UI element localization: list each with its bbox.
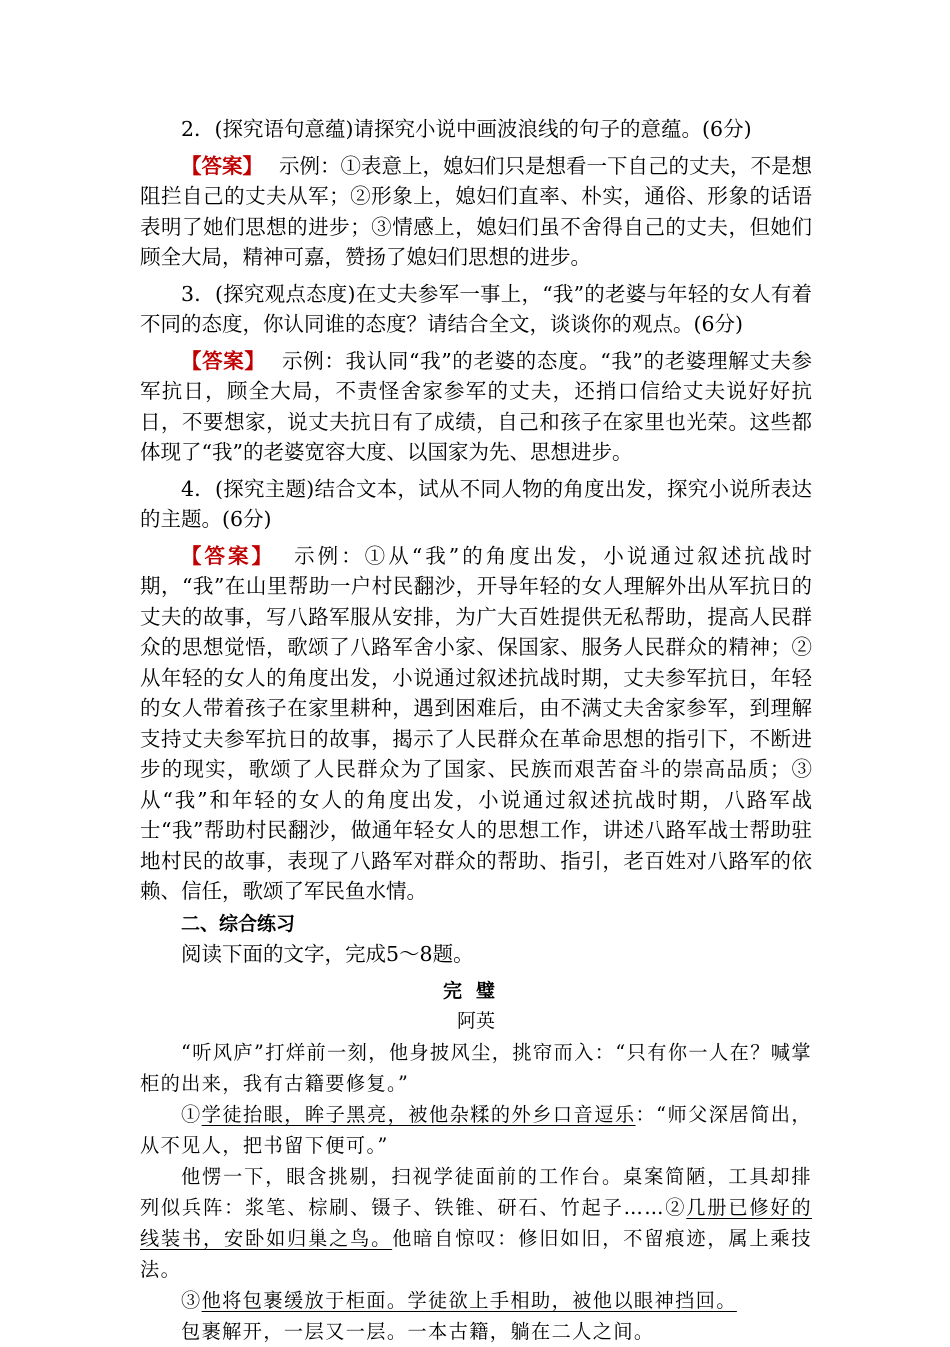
story-body	[140, 1037, 812, 1347]
story-title: 完璧	[442, 979, 509, 1002]
story-paragraph	[140, 1099, 812, 1161]
marker-number: ③	[181, 1288, 202, 1312]
question-2: 2．(探究语句意蕴)请探究小说中画波浪线的句子的意蕴。(6分)	[181, 117, 752, 141]
answer-tag: 【答案】	[181, 348, 266, 373]
question-3: 3．(探究观点态度)在丈夫参军一事上，“我”的老婆与年轻的女人有着不同的态度，你认同谁的态度？请结合全文，谈谈你的观点。(6分)	[140, 281, 812, 336]
section-instruction: 阅读下面的文字，完成5～8题。	[181, 942, 474, 966]
answer-text: 示例：我认同“我”的老婆的态度。“我”的老婆理解丈夫参军抗日，顾全大局，不责怪舍家参军的丈夫，还捎口信给丈夫说好好抗日，不要想家，说丈夫抗日有了成绩，自己和孩子在家里也光荣。这些都体现了“我”的老婆宽容大度、以国家为先、思想进步。	[140, 348, 813, 464]
story-paragraph: “听风庐”打烊前一刻，他身披风尘，挑帘而入：“只有你一人在？喊掌柜的出来，我有古籍要修复。”	[140, 1040, 812, 1095]
marker-number: ②	[664, 1195, 687, 1219]
marker-number: ①	[181, 1102, 202, 1126]
underlined-sentence: 学徒抬眼，眸子黑亮，被他杂糅的外乡口音逗乐	[201, 1102, 636, 1126]
paragraph-text: 他愣一下，眼含挑剔，扫视学徒面前的工作台。桌案简陋，工具却排列似兵阵：浆笔、棕刷、镊子、铁锥、研石、竹起子……	[140, 1164, 812, 1219]
answer-tag: 【答案】	[181, 543, 276, 568]
answer-tag: 【答案】	[181, 153, 263, 178]
story-paragraph	[140, 1161, 812, 1285]
question-4: 4．(探究主题)结合文本，试从不同人物的角度出发，探究小说所表达的主题。(6分)	[140, 476, 812, 531]
underlined-sentence: 他将包裹缓放于柜面。学徒欲上手相助，被他以眼神挡回。	[201, 1288, 737, 1312]
answer-4	[140, 541, 812, 907]
story-paragraph: 包裹解开，一层又一层。一本古籍，躺在二人之间。	[181, 1319, 655, 1343]
answer-2	[140, 151, 812, 273]
document-content	[140, 114, 812, 1347]
answer-text: 示例：①从“我”的角度出发，小说通过叙述抗战时期，“我”在山里帮助一户村民翻沙，开导年轻的女人理解外出从军抗日的丈夫的故事，写八路军服从安排，为广大百姓提供无私帮助，提高人民群众的思想觉悟，歌颂了八路军舍小家、保国家、服务人民群众的精神；②从年轻的女人的角度出发，小说通过叙述抗战时期，丈夫参军抗日，年轻的女人带着孩子在家里耕种，遇到困难后，由不满丈夫舍家参军，到理解支持丈夫参军抗日的故事，揭示了人民群众在革命思想的指引下，不断进步的现实，歌颂了人民群众为了国家、民族而艰苦奋斗的崇高品质；③从“我”和年轻的女人的角度出发，小说通过叙述抗战时期，八路军战士“我”帮助村民翻沙，做通年轻女人的思想工作，讲述八路军战士帮助驻地村民的故事，表现了八路军对群众的帮助、指引，老百姓对八路军的依赖、信任，歌颂了军民鱼水情。	[140, 543, 813, 903]
story-author: 阿英	[456, 1010, 495, 1032]
underlined-sentence: 几册已修好的线装书，安卧如归巢之鸟。	[140, 1195, 812, 1250]
paragraph-text: ：“师父深居简出，从不见人，把书留下便可。”	[140, 1102, 812, 1157]
section-heading: 二、综合练习	[181, 912, 296, 935]
paragraph-text: 他暗自惊叹：修旧如旧，不留痕迹，属上乘技法。	[140, 1226, 812, 1281]
story-paragraph	[140, 1285, 812, 1316]
answer-text: 示例：①表意上，媳妇们只是想看一下自己的丈夫，不是想阻拦自己的丈夫从军；②形象上，媳妇们直率、朴实，通俗、形象的话语表明了她们思想的进步；③情感上，媳妇们虽不舍得自己的丈夫，但她们顾全大局，精神可嘉，赞扬了媳妇们思想的进步。	[140, 153, 812, 269]
answer-3	[140, 346, 812, 468]
